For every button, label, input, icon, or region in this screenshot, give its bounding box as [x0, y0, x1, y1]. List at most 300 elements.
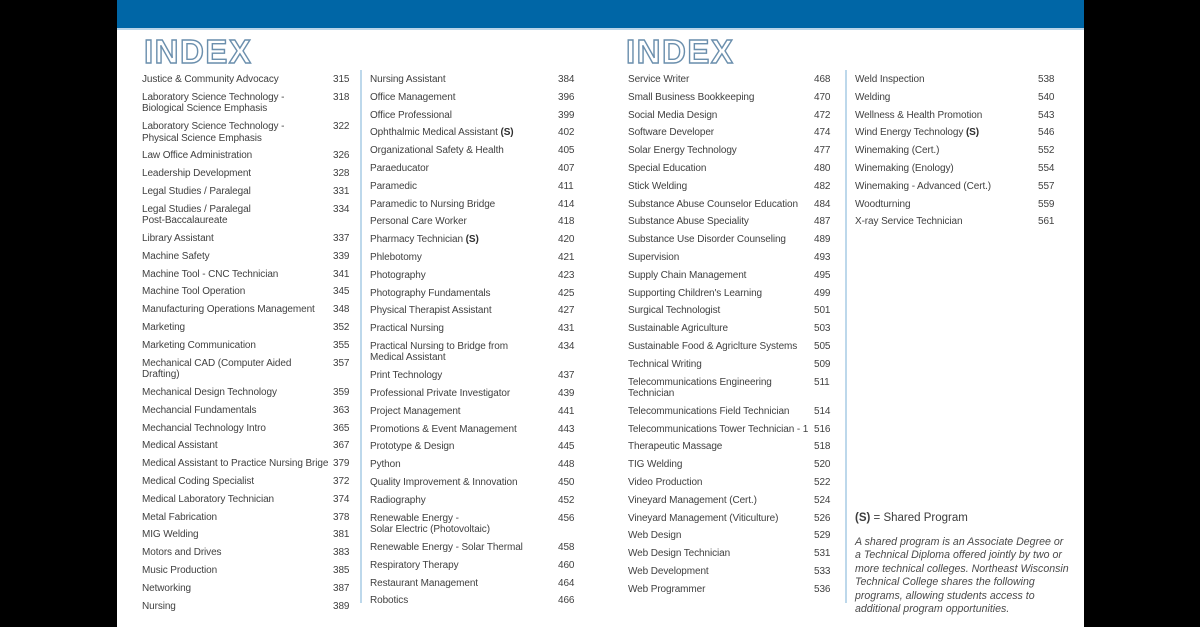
index-entry-label: Machine Safety	[142, 250, 210, 262]
index-entry-page: 337	[333, 233, 350, 245]
index-entry-page: 339	[333, 250, 350, 262]
index-entry-page: 505	[814, 340, 831, 352]
index-entry-page: 331	[333, 185, 350, 197]
index-entry	[370, 288, 582, 300]
index-entry	[628, 341, 838, 353]
index-entry-label: Software Developer	[628, 127, 715, 139]
index-entry-label: MIG Welding	[142, 529, 199, 541]
index-entry	[370, 110, 582, 122]
index-column-4	[855, 74, 1062, 234]
index-entry-label: Solar Energy Technology	[628, 145, 737, 157]
index-entry-label: Professional Private Investigator	[370, 388, 511, 400]
index-entry-page: 554	[1038, 162, 1055, 174]
index-entry-page: 509	[814, 358, 831, 370]
index-entry	[370, 92, 582, 104]
index-entry-page: 402	[558, 127, 575, 139]
index-entry	[370, 234, 582, 246]
index-entry-page: 328	[333, 168, 350, 180]
index-entry	[370, 388, 582, 400]
index-entry-label: Winemaking - Advanced (Cert.)	[855, 180, 992, 192]
index-entry	[142, 286, 357, 298]
index-entry-page: 448	[558, 459, 575, 471]
shared-program-marker: (S)	[465, 234, 479, 246]
index-entry-label: Manufacturing Operations Management	[142, 304, 315, 316]
index-entry-label: Ophthalmic Medical Assistant (S)	[370, 127, 514, 139]
index-entry-label: Mechanical Design Technology	[142, 386, 277, 398]
index-column-1	[142, 74, 357, 618]
index-entry-page: 441	[558, 405, 575, 417]
index-entry	[370, 163, 582, 175]
index-entry-label: Law Office Administration	[142, 150, 253, 162]
index-entry-label: Wellness & Health Promotion	[855, 109, 983, 121]
index-entry	[370, 441, 582, 453]
index-entry	[628, 495, 838, 507]
index-entry-page: 355	[333, 339, 350, 351]
catalog-page	[117, 0, 1084, 627]
index-entry-label: Laboratory Science Technology - Physical Science Emphasis	[142, 121, 285, 144]
index-entry-page: 421	[558, 251, 575, 263]
index-entry	[628, 127, 838, 139]
index-entry-label: Web Programmer	[628, 583, 706, 595]
index-entry-page: 334	[333, 203, 350, 215]
index-entry-label: Wind Energy Technology (S)	[855, 127, 979, 139]
index-entry-page: 418	[558, 216, 575, 228]
index-entry-page: 437	[558, 370, 575, 382]
index-entry-label: Quality Improvement & Innovation	[370, 477, 518, 489]
index-entry	[370, 595, 582, 607]
index-entry-label: Substance Abuse Speciality	[628, 216, 749, 228]
index-entry-label: Respiratory Therapy	[370, 559, 459, 571]
index-entry	[142, 547, 357, 559]
index-entry-page: 526	[814, 512, 831, 524]
index-entry	[628, 270, 838, 282]
index-column-3	[628, 74, 838, 602]
index-entry-label: Vineyard Management (Cert.)	[628, 494, 757, 506]
index-entry-page: 405	[558, 145, 575, 157]
index-entry	[370, 341, 582, 364]
index-entry-page: 538	[1038, 74, 1055, 85]
index-entry	[142, 251, 357, 263]
index-entry-label: Legal Studies / Paralegal Post-Baccalaureate	[142, 203, 251, 227]
shared-program-note: A shared program is an Associate Degree or a Technical Diploma offered jointly by two or more technical colleges. Northeast Wisconsin Technical College shares the following programs, allowing students access to additional program opportunities.	[855, 536, 1069, 616]
index-entry-page: 543	[1038, 109, 1055, 121]
index-entry	[628, 163, 838, 175]
index-entry-page: 460	[558, 559, 575, 571]
index-entry	[370, 477, 582, 489]
index-entry	[628, 459, 838, 471]
index-entry-page: 414	[558, 198, 575, 210]
index-entry-label: Python	[370, 459, 401, 471]
index-entry-label: Paramedic	[370, 180, 417, 192]
index-entry	[855, 74, 1062, 86]
index-entry-label: Medical Assistant	[142, 440, 218, 452]
index-entry-label: Telecommunications Engineering Technician	[628, 376, 772, 400]
index-entry-label: Nursing Assistant	[370, 74, 446, 85]
index-entry	[628, 548, 838, 560]
shared-program-marker: (S)	[500, 127, 514, 139]
index-entry-page: 493	[814, 251, 831, 263]
index-entry-page: 533	[814, 566, 831, 578]
index-entry	[855, 92, 1062, 104]
index-entry-page: 480	[814, 162, 831, 174]
index-entry-label: Metal Fabrication	[142, 511, 217, 523]
index-entry-label: Office Management	[370, 91, 456, 103]
index-entry-page: 464	[558, 577, 575, 589]
index-entry-label: Sustainable Food & Agriclture Systems	[628, 340, 798, 352]
index-entry	[142, 269, 357, 281]
index-entry-page: 431	[558, 323, 575, 335]
index-entry-label: Medical Assistant to Practice Nursing Brige	[142, 458, 329, 470]
index-entry	[370, 459, 582, 471]
index-entry	[855, 127, 1062, 139]
index-entry	[142, 322, 357, 334]
index-entry-page: 443	[558, 423, 575, 435]
index-entry-label: Supply Chain Management	[628, 269, 747, 281]
index-entry	[855, 181, 1062, 193]
index-entry	[370, 252, 582, 264]
shared-program-marker: (S)	[965, 127, 979, 139]
index-entry-label: Mechancial Technology Intro	[142, 422, 266, 434]
index-entry-page: 445	[558, 441, 575, 453]
index-entry-page: 472	[814, 109, 831, 121]
index-entry	[628, 513, 838, 525]
index-entry	[370, 323, 582, 335]
index-entry	[628, 252, 838, 264]
index-entry	[628, 377, 838, 400]
index-entry-label: X-ray Service Technician	[855, 216, 963, 228]
index-entry-label: Telecommunications Field Technician	[628, 405, 790, 417]
index-entry-page: 529	[814, 530, 831, 542]
index-entry-page: 315	[333, 74, 350, 85]
index-entry-page: 381	[333, 529, 350, 541]
column-divider-1	[360, 70, 362, 603]
index-entry-label: Video Production	[628, 477, 703, 489]
index-entry	[370, 370, 582, 382]
index-entry	[142, 405, 357, 417]
index-entry-label: Robotics	[370, 595, 409, 607]
index-entry	[142, 74, 357, 86]
index-entry-page: 420	[558, 234, 575, 246]
index-entry-label: Social Media Design	[628, 109, 718, 121]
index-entry	[628, 74, 838, 86]
index-entry-label: Web Development	[628, 566, 709, 578]
index-entry	[142, 358, 357, 381]
index-entry	[142, 150, 357, 162]
index-entry	[855, 199, 1062, 211]
index-entry-page: 411	[558, 180, 574, 192]
index-entry-label: Personal Care Worker	[370, 216, 467, 228]
index-entry	[142, 440, 357, 452]
index-column-2	[370, 74, 582, 613]
index-entry-page: 487	[814, 216, 831, 228]
index-entry	[855, 145, 1062, 157]
index-title-right: INDEX	[626, 33, 735, 70]
index-entry-page: 489	[814, 234, 831, 246]
index-entry-page: 318	[333, 91, 350, 103]
index-entry-page: 367	[333, 440, 350, 452]
index-entry-page: 345	[333, 286, 350, 298]
index-entry	[370, 127, 582, 139]
index-entry-page: 477	[814, 145, 831, 157]
index-entry	[370, 216, 582, 228]
index-entry-page: 495	[814, 269, 831, 281]
index-entry-page: 501	[814, 305, 831, 317]
index-entry	[142, 92, 357, 115]
index-entry-page: 524	[814, 494, 831, 506]
index-entry	[370, 406, 582, 418]
index-entry-label: Substance Abuse Counselor Education	[628, 198, 798, 210]
index-entry	[628, 406, 838, 418]
index-entry-label: Nursing	[142, 600, 176, 612]
index-entry	[142, 340, 357, 352]
index-entry-page: 499	[814, 287, 831, 299]
index-entry-label: Weld Inspection	[855, 74, 925, 85]
index-entry-label: Photography Fundamentals	[370, 287, 491, 299]
index-entry	[142, 423, 357, 435]
shared-program-symbol: (S)	[855, 512, 871, 524]
index-entry-label: Prototype & Design	[370, 441, 455, 453]
index-entry-label: Sustainable Agriculture	[628, 323, 728, 335]
index-entry	[628, 181, 838, 193]
index-entry	[142, 583, 357, 595]
index-entry	[628, 199, 838, 211]
index-entry-page: 468	[814, 74, 831, 85]
index-entry-label: Restaurant Management	[370, 577, 478, 589]
index-entry-label: Motors and Drives	[142, 547, 222, 559]
index-entry-label: Renewable Energy - Solar Thermal	[370, 541, 523, 553]
index-entry-label: Service Writer	[628, 74, 690, 85]
index-entry-page: 482	[814, 180, 831, 192]
index-entry-label: Web Design	[628, 530, 682, 542]
index-entry	[628, 441, 838, 453]
index-entry-page: 348	[333, 304, 350, 316]
index-entry	[370, 578, 582, 590]
index-entry	[142, 304, 357, 316]
index-entry-page: 357	[333, 357, 350, 369]
index-entry	[628, 110, 838, 122]
index-entry	[142, 121, 357, 144]
index-entry	[142, 458, 357, 470]
index-entry	[142, 186, 357, 198]
index-entry-page: 458	[558, 541, 575, 553]
index-entry-label: Pharmacy Technician (S)	[370, 234, 479, 246]
index-entry-label: Stick Welding	[628, 180, 688, 192]
index-entry-page: 514	[814, 405, 831, 417]
index-entry-label: Medical Coding Specialist	[142, 475, 255, 487]
index-entry-label: Winemaking (Cert.)	[855, 145, 940, 157]
index-entry-page: 540	[1038, 91, 1055, 103]
index-entry	[142, 168, 357, 180]
index-entry-page: 385	[333, 564, 350, 576]
index-entry-page: 379	[333, 458, 350, 470]
index-entry-label: Music Production	[142, 564, 218, 576]
index-entry	[142, 476, 357, 488]
index-entry-page: 557	[1038, 180, 1055, 192]
index-entry-label: TIG Welding	[628, 459, 683, 471]
index-entry-label: Special Education	[628, 162, 707, 174]
index-entry	[855, 110, 1062, 122]
index-entry	[628, 305, 838, 317]
index-entry-page: 387	[333, 582, 350, 594]
index-entry-page: 536	[814, 583, 831, 595]
index-entry	[370, 542, 582, 554]
index-entry-page: 466	[558, 595, 575, 607]
index-entry-label: Organizational Safety & Health	[370, 145, 504, 157]
index-entry	[370, 199, 582, 211]
index-entry	[628, 584, 838, 596]
index-entry	[142, 565, 357, 577]
index-entry	[628, 477, 838, 489]
index-entry-label: Physical Therapist Assistant	[370, 305, 492, 317]
index-entry-page: 552	[1038, 145, 1055, 157]
index-entry-label: Legal Studies / Paralegal	[142, 185, 251, 197]
index-entry-label: Surgical Technologist	[628, 305, 721, 317]
index-entry-page: 322	[333, 121, 350, 133]
index-entry-label: Practical Nursing to Bridge from Medical Assistant	[370, 340, 508, 364]
index-entry	[370, 270, 582, 282]
index-entry-page: 423	[558, 269, 575, 281]
index-entry	[142, 494, 357, 506]
index-entry-label: Therapeutic Massage	[628, 441, 723, 453]
index-entry-label: Laboratory Science Technology - Biological Science Emphasis	[142, 91, 285, 115]
index-entry-label: Vineyard Management (Viticulture)	[628, 512, 779, 524]
index-entry	[142, 512, 357, 524]
index-entry	[370, 495, 582, 507]
index-entry-page: 452	[558, 494, 575, 506]
index-entry-label: Medical Laboratory Technician	[142, 493, 274, 505]
index-entry-page: 434	[558, 340, 575, 352]
index-entry-page: 439	[558, 388, 575, 400]
index-entry-label: Phlebotomy	[370, 251, 422, 263]
shared-program-legend	[855, 512, 1067, 524]
index-entry	[628, 216, 838, 228]
index-entry	[628, 288, 838, 300]
index-entry-label: Welding	[855, 91, 891, 103]
index-entry	[628, 92, 838, 104]
index-entry	[628, 323, 838, 335]
index-entry-label: Networking	[142, 582, 192, 594]
index-entry-page: 425	[558, 287, 575, 299]
index-entry-page: 352	[333, 322, 350, 334]
index-entry-page: 396	[558, 91, 575, 103]
index-entry-page: 389	[333, 600, 350, 612]
index-entry-label: Library Assistant	[142, 233, 214, 245]
index-entry-page: 450	[558, 477, 575, 489]
index-entry	[628, 145, 838, 157]
index-entry	[628, 234, 838, 246]
index-entry-page: 456	[558, 512, 575, 524]
index-entry-label: Web Design Technician	[628, 548, 731, 560]
index-entry-page: 383	[333, 547, 350, 559]
index-entry-label: Practical Nursing	[370, 323, 444, 335]
index-entry-page: 384	[558, 74, 575, 85]
index-entry-page: 474	[814, 127, 831, 139]
index-entry-label: Substance Use Disorder Counseling	[628, 234, 786, 246]
index-entry-page: 531	[814, 548, 831, 560]
index-entry-label: Justice & Community Advocacy	[142, 74, 279, 85]
index-entry-label: Promotions & Event Management	[370, 423, 517, 435]
index-entry-label: Leadership Development	[142, 168, 251, 180]
index-entry-label: Mechancial Fundamentals	[142, 404, 257, 416]
index-entry-label: Office Professional	[370, 109, 452, 121]
index-entry	[142, 204, 357, 227]
index-entry-page: 559	[1038, 198, 1055, 210]
index-entry-label: Photography	[370, 269, 426, 281]
index-entry-page: 520	[814, 459, 831, 471]
index-entry	[628, 359, 838, 371]
index-entry-label: Radiography	[370, 494, 426, 506]
index-entry	[142, 601, 357, 613]
index-entry-label: Winemaking (Enology)	[855, 162, 954, 174]
index-entry	[370, 74, 582, 86]
index-entry-page: 359	[333, 386, 350, 398]
index-entry-label: Paraeducator	[370, 162, 429, 174]
index-entry	[370, 560, 582, 572]
index-entry	[142, 387, 357, 399]
index-entry-page: 518	[814, 441, 831, 453]
index-entry	[370, 145, 582, 157]
column-divider-2	[845, 70, 847, 603]
index-entry	[142, 233, 357, 245]
index-entry-page: 341	[333, 268, 350, 280]
index-entry	[628, 566, 838, 578]
index-entry	[370, 181, 582, 193]
index-entry-label: Print Technology	[370, 370, 443, 382]
index-entry-page: 484	[814, 198, 831, 210]
index-entry	[370, 424, 582, 436]
index-entry-page: 378	[333, 511, 350, 523]
index-entry-page: 427	[558, 305, 575, 317]
index-entry-label: Telecommunications Tower Technician - 1	[628, 423, 809, 435]
index-entry-label: Woodturning	[855, 198, 911, 210]
index-entry-page: 561	[1038, 216, 1055, 228]
index-entry-page: 326	[333, 150, 350, 162]
index-entry-page: 503	[814, 323, 831, 335]
index-entry-page: 365	[333, 422, 350, 434]
index-entry	[628, 530, 838, 542]
index-entry-page: 516	[814, 423, 831, 435]
index-entry	[142, 529, 357, 541]
index-entry-label: Small Business Bookkeeping	[628, 91, 755, 103]
index-entry-label: Supervision	[628, 251, 680, 263]
index-entry-label: Marketing Communication	[142, 339, 256, 351]
shared-program-label: = Shared Program	[873, 512, 968, 524]
index-entry-label: Renewable Energy - Solar Electric (Photovoltaic)	[370, 512, 490, 536]
index-entry-label: Marketing	[142, 322, 186, 334]
index-entry-page: 399	[558, 109, 575, 121]
index-entry-label: Project Management	[370, 405, 461, 417]
index-entry	[370, 513, 582, 536]
index-entry-label: Technical Writing	[628, 358, 702, 370]
index-entry-label: Machine Tool Operation	[142, 286, 246, 298]
index-entry-page: 407	[558, 162, 575, 174]
index-entry	[628, 424, 838, 436]
index-entry	[855, 216, 1062, 228]
index-entry-page: 363	[333, 404, 350, 416]
index-entry-label: Supporting Children's Learning	[628, 287, 762, 299]
index-entry-label: Mechanical CAD (Computer Aided Drafting)	[142, 357, 292, 381]
index-entry-page: 374	[333, 493, 350, 505]
index-entry-page: 546	[1038, 127, 1055, 139]
top-blue-bar	[117, 0, 1084, 30]
index-entry-label: Machine Tool - CNC Technician	[142, 268, 279, 280]
index-entry	[855, 163, 1062, 175]
index-entry-label: Paramedic to Nursing Bridge	[370, 198, 496, 210]
index-title-left: INDEX	[144, 33, 253, 70]
index-entry-page: 372	[333, 475, 350, 487]
index-entry-page: 470	[814, 91, 831, 103]
index-entry-page: 511	[814, 376, 830, 388]
